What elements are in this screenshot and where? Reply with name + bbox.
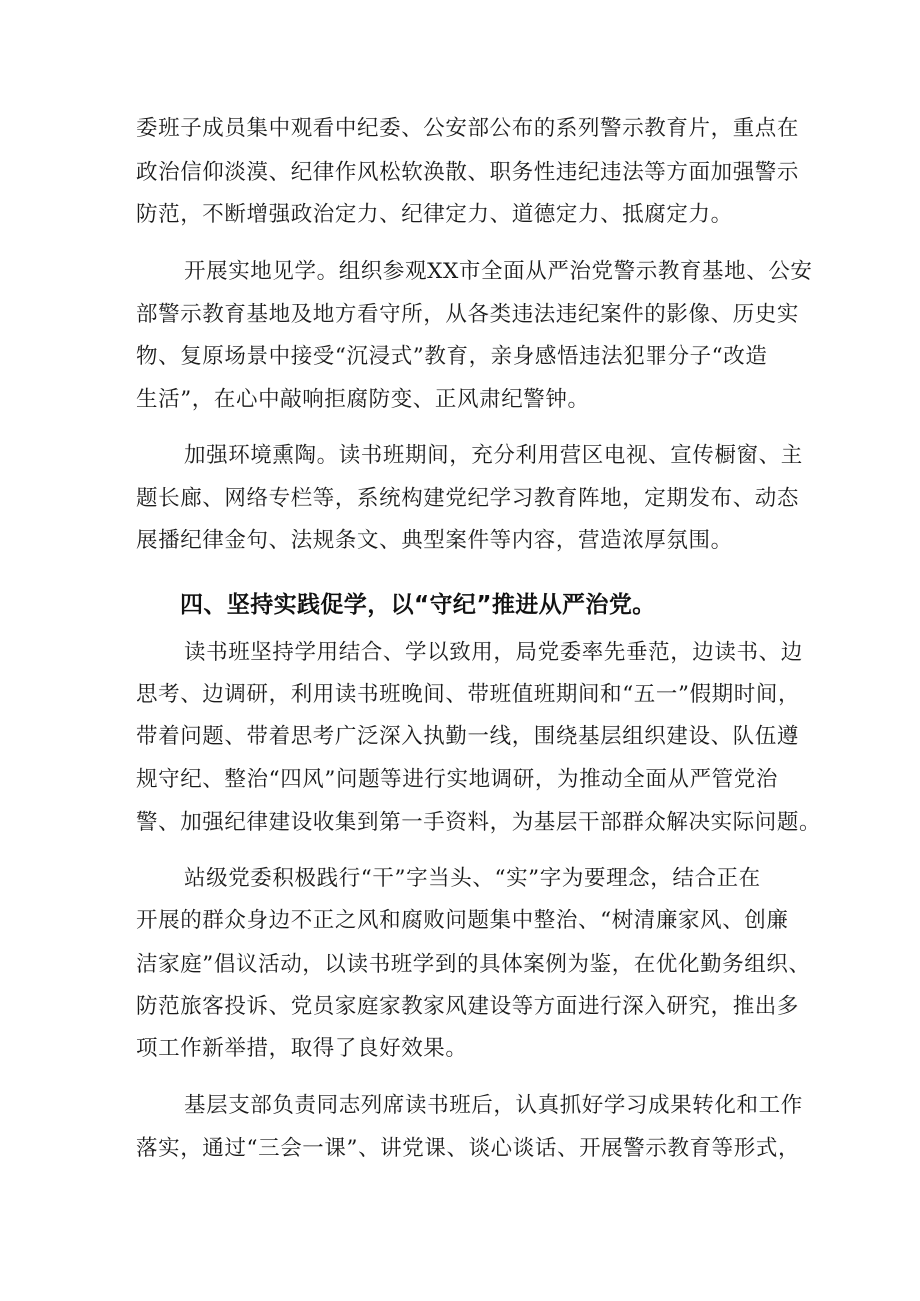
paragraph-line: 项工作新举措，取得了良好效果。	[136, 1036, 468, 1061]
paragraph-line: 警、加强纪律建设收集到第一手资料，为基层干部群众解决实际问题。	[136, 810, 822, 835]
paragraph-line: 带着问题、带着思考广泛深入执勤一线，围绕基层组织建设、队伍遵	[136, 724, 800, 749]
paragraph-line: 部警示教育基地及地方看守所，从各类违法违纪案件的影像、历史实	[136, 302, 800, 327]
paragraph-line: 开展实地见学。组织参观XX市全面从严治党警示教育基地、公安	[184, 259, 813, 284]
paragraph-line: 委班子成员集中观看中纪委、公安部公布的系列警示教育片，重点在	[136, 116, 800, 141]
paragraph-line: 开展的群众身边不正之风和腐败问题集中整治、“树清廉家风、创廉	[136, 908, 789, 933]
paragraph-line: 展播纪律金句、法规条文、典型案件等内容，营造浓厚氛围。	[136, 528, 733, 553]
paragraph-line: 政治信仰淡漠、纪律作风松软涣散、职务性违纪违法等方面加强警示	[136, 160, 800, 185]
paragraph-line: 物、复原场景中接受“沉浸式”教育，亲身感悟违法犯罪分子“改造	[136, 344, 768, 369]
paragraph-line: 规守纪、整治“四风”问题等进行实地调研，为推动全面从严管党治	[136, 767, 778, 792]
section-heading: 四、坚持实践促学，以“守纪”推进从严治党。	[180, 592, 656, 618]
paragraph-line: 站级党委积极践行“干”字当头、“实”字为要理念，结合正在	[184, 866, 761, 891]
paragraph-line: 生活”，在心中敲响拒腐防变、正风肃纪警钟。	[136, 387, 590, 412]
paragraph-line: 防范旅客投诉、党员家庭家教家风建设等方面进行深入研究，推出多	[136, 994, 800, 1019]
paragraph-line: 思考、边调研，利用读书班晚间、带班值班期间和“五一”假期时间，	[136, 682, 801, 707]
paragraph-line: 防范，不断增强政治定力、纪律定力、道德定力、抵腐定力。	[136, 202, 733, 227]
paragraph-line: 题长廊、网络专栏等，系统构建党纪学习教育阵地，定期发布、动态	[136, 486, 800, 511]
paragraph-line: 基层支部负责同志列席读书班后，认真抓好学习成果转化和工作	[184, 1093, 803, 1118]
paragraph-line: 加强环境熏陶。读书班期间，充分利用营区电视、宣传橱窗、主	[184, 443, 803, 468]
paragraph-line: 读书班坚持学用结合、学以致用，局党委率先垂范，边读书、边	[184, 640, 803, 665]
paragraph-line: 洁家庭”倡议活动，以读书班学到的具体案例为鉴，在优化勤务组织、	[136, 952, 811, 977]
paragraph-line: 落实，通过“三会一课”、讲党课、谈心谈话、开展警示教育等形式，	[136, 1136, 801, 1161]
